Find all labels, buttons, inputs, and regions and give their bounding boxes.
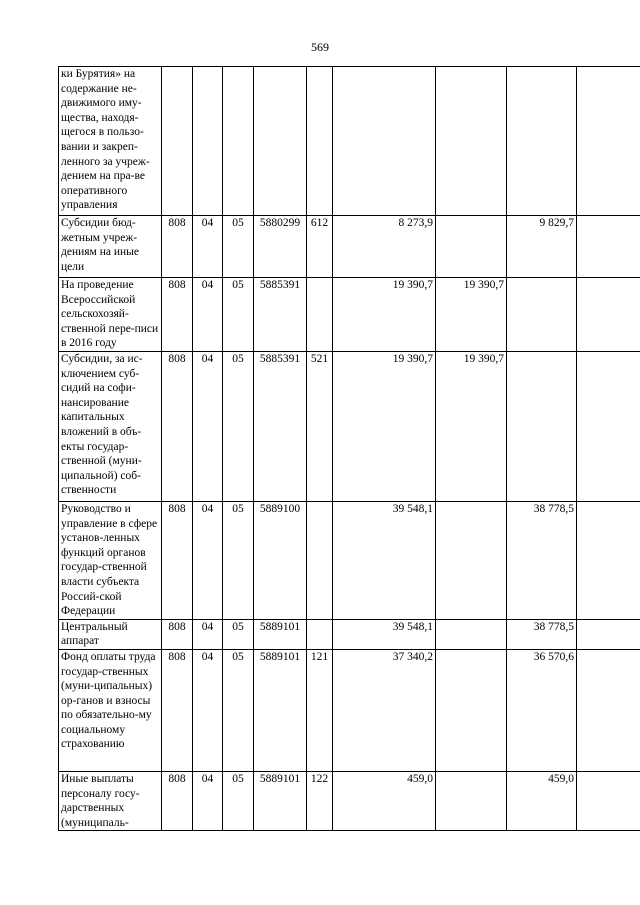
- sum-cell-4: [577, 501, 640, 619]
- target-code-cell: [254, 67, 307, 216]
- sum-cell-3: 459,0: [507, 771, 577, 830]
- sum-cell-3: 38 778,5: [507, 619, 577, 649]
- subsection-code-cell: 05: [223, 216, 254, 278]
- sum-cell-1: 39 548,1: [333, 501, 436, 619]
- table-row: [59, 771, 640, 830]
- ministry-code-cell: 808: [162, 501, 193, 619]
- row-name-cell: Центральный аппарат: [59, 619, 162, 649]
- table-row: [59, 67, 640, 216]
- section-code-cell: 04: [193, 771, 223, 830]
- subsection-code-cell: 05: [223, 278, 254, 352]
- sum-cell-2: [436, 619, 507, 649]
- kind-code-cell: [307, 619, 333, 649]
- section-code-cell: [193, 67, 223, 216]
- table-row: [59, 216, 640, 278]
- sum-cell-3: [507, 278, 577, 352]
- target-code-cell: 5889101: [254, 771, 307, 830]
- section-code-cell: 04: [193, 278, 223, 352]
- sum-cell-1: 8 273,9: [333, 216, 436, 278]
- sum-cell-4: [577, 278, 640, 352]
- sum-cell-1: 19 390,7: [333, 278, 436, 352]
- target-code-cell: 5889101: [254, 619, 307, 649]
- sum-cell-2: [436, 67, 507, 216]
- sum-cell-4: [577, 619, 640, 649]
- section-code-cell: 04: [193, 501, 223, 619]
- ministry-code-cell: 808: [162, 216, 193, 278]
- sum-cell-1: 37 340,2: [333, 649, 436, 771]
- sum-cell-3: 9 829,7: [507, 216, 577, 278]
- ministry-code-cell: 808: [162, 771, 193, 830]
- sum-cell-2: [436, 501, 507, 619]
- target-code-cell: 5889100: [254, 501, 307, 619]
- row-name-cell: Субсидии бюд-жетным учреж-дениям на иные цели: [59, 216, 162, 278]
- sum-cell-2: 19 390,7: [436, 278, 507, 352]
- row-name-cell: ки Бурятия» на содержание не-движимого иму-щества, находя-щегося в пользо-вании и закреп-ленного за учреж-дением на пра-ве оперативного управления: [59, 67, 162, 216]
- sum-cell-4: [577, 216, 640, 278]
- table-row: [59, 619, 640, 649]
- ministry-code-cell: 808: [162, 619, 193, 649]
- subsection-code-cell: 05: [223, 351, 254, 501]
- sum-cell-3: [507, 67, 577, 216]
- section-code-cell: 04: [193, 649, 223, 771]
- table-row: [59, 501, 640, 619]
- kind-code-cell: 122: [307, 771, 333, 830]
- kind-code-cell: [307, 278, 333, 352]
- row-name-cell: На проведение Всероссийской сельскохозяй-ственной пере-писи в 2016 году: [59, 278, 162, 352]
- kind-code-cell: 612: [307, 216, 333, 278]
- row-name-cell: Руководство и управление в сфере установ-ленных функций органов государ-ственной власти субъекта Россий-ской Федерации: [59, 501, 162, 619]
- kind-code-cell: [307, 501, 333, 619]
- sum-cell-3: 38 778,5: [507, 501, 577, 619]
- section-code-cell: 04: [193, 351, 223, 501]
- table-row: [59, 649, 640, 771]
- sum-cell-2: [436, 216, 507, 278]
- ministry-code-cell: 808: [162, 351, 193, 501]
- ministry-code-cell: 808: [162, 649, 193, 771]
- section-code-cell: 04: [193, 216, 223, 278]
- target-code-cell: 5885391: [254, 351, 307, 501]
- target-code-cell: 5885391: [254, 278, 307, 352]
- sum-cell-3: 36 570,6: [507, 649, 577, 771]
- target-code-cell: 5889101: [254, 649, 307, 771]
- subsection-code-cell: 05: [223, 619, 254, 649]
- sum-cell-4: [577, 67, 640, 216]
- subsection-code-cell: 05: [223, 771, 254, 830]
- sum-cell-4: [577, 771, 640, 830]
- sum-cell-4: [577, 351, 640, 501]
- ministry-code-cell: 808: [162, 278, 193, 352]
- sum-cell-2: [436, 649, 507, 771]
- sum-cell-3: [507, 351, 577, 501]
- sum-cell-4: [577, 649, 640, 771]
- table-row: [59, 278, 640, 352]
- page-number: 569: [311, 40, 329, 54]
- subsection-code-cell: [223, 67, 254, 216]
- ministry-code-cell: [162, 67, 193, 216]
- row-name-cell: Субсидии, за ис-ключением суб-сидий на софи-нансирование капитальных вложений в объ-екты государ-ственной (муни-ципальной) соб-ственности: [59, 351, 162, 501]
- section-code-cell: 04: [193, 619, 223, 649]
- sum-cell-1: 459,0: [333, 771, 436, 830]
- kind-code-cell: 521: [307, 351, 333, 501]
- table-row: [59, 351, 640, 501]
- subsection-code-cell: 05: [223, 501, 254, 619]
- sum-cell-1: 19 390,7: [333, 351, 436, 501]
- sum-cell-2: [436, 771, 507, 830]
- row-name-cell: Иные выплаты персоналу госу-дарственных (муниципаль-: [59, 771, 162, 830]
- kind-code-cell: [307, 67, 333, 216]
- sum-cell-1: [333, 67, 436, 216]
- sum-cell-2: 19 390,7: [436, 351, 507, 501]
- row-name-cell: Фонд оплаты труда государ-ственных (муни-ципальных) ор-ганов и взносы по обязательно-му социальному страхованию: [59, 649, 162, 771]
- target-code-cell: 5880299: [254, 216, 307, 278]
- budget-table: [58, 66, 640, 831]
- subsection-code-cell: 05: [223, 649, 254, 771]
- sum-cell-1: 39 548,1: [333, 619, 436, 649]
- kind-code-cell: 121: [307, 649, 333, 771]
